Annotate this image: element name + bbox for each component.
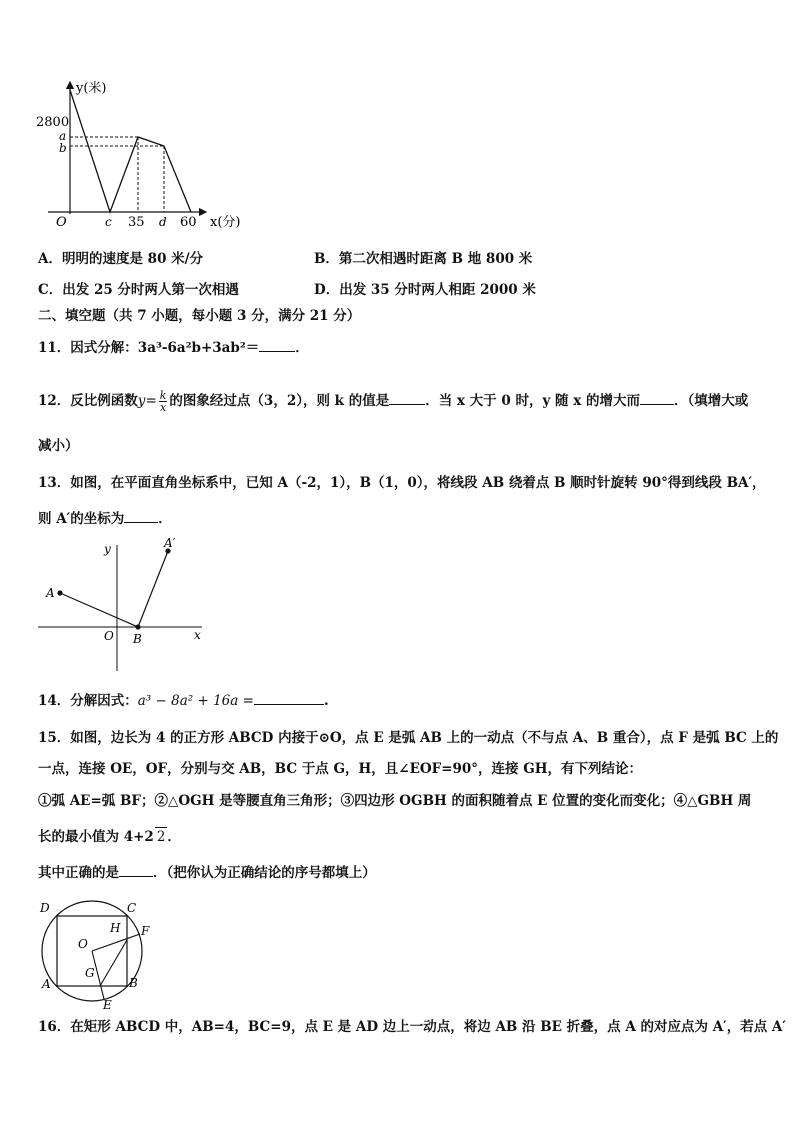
fig15-label-d: D bbox=[40, 901, 50, 915]
x-tick-origin: O bbox=[56, 215, 67, 230]
q13-prefix: 则 A′的坐标为 bbox=[38, 511, 125, 527]
segment-ba-prime bbox=[138, 551, 168, 627]
q15-line1: 15．如图，边长为 4 的正方形 ABCD 内接于⊙O，点 E 是弧 AB 上的一动点（不与点 A、B 重合），点 F 是弧 BC 上的 bbox=[38, 730, 779, 746]
x-tick-60: 60 bbox=[180, 215, 197, 230]
x-tick-35: 35 bbox=[128, 215, 145, 230]
y-tick-a: a bbox=[59, 129, 67, 143]
q12-denominator: x bbox=[159, 401, 167, 414]
q15-sqrt: 2 bbox=[156, 829, 166, 845]
q12-middle: 的图象经过点（3，2），则 k 的值是 bbox=[169, 393, 390, 409]
question-11 bbox=[38, 339, 309, 357]
q15-line4-prefix: 长的最小值为 4+2 bbox=[38, 829, 154, 845]
q12-prefix: 12．反比例函数 bbox=[38, 393, 138, 409]
q14-answer-blank[interactable] bbox=[254, 692, 324, 705]
q11-answer-blank[interactable] bbox=[259, 339, 295, 352]
q15-line2: 一点，连接 OE，OF，分别与交 AB，BC 于点 G，H，且∠EOF=90°，连接 GH，有下列结论： bbox=[38, 761, 643, 777]
q15-line4 bbox=[38, 827, 181, 846]
fig13-label-a: A bbox=[46, 586, 55, 600]
q13-line2 bbox=[38, 510, 172, 528]
option-a[interactable]: A．明明的速度是 80 米/分 bbox=[38, 251, 204, 267]
q12-numerator: k bbox=[159, 389, 167, 402]
option-b[interactable]: B．第二次相遇时距离 B 地 800 米 bbox=[314, 251, 533, 267]
fig15-label-f: F bbox=[141, 924, 150, 938]
square-circle-figure bbox=[34, 895, 164, 1013]
fig15-label-h: H bbox=[110, 921, 121, 935]
q15-line4-suffix: ． bbox=[167, 829, 181, 845]
option-c[interactable]: C．出发 25 分时两人第一次相遇 bbox=[38, 282, 239, 298]
q12-suffix: ．（填增大或 bbox=[673, 393, 749, 409]
segment-ab bbox=[60, 593, 138, 627]
distance-line bbox=[70, 90, 191, 212]
q14-suffix: . bbox=[323, 693, 329, 709]
x-axis-label: x(分) bbox=[210, 215, 241, 230]
q16-line1: 16．在矩形 ABCD 中，AB=4，BC=9，点 E 是 AD 边上一动点，将边 AB 沿 BE 折叠，点 A 的对应点为 A′，若点 A′ bbox=[38, 1019, 786, 1035]
fig13-label-x: x bbox=[194, 628, 201, 642]
y-tick-2800: 2800 bbox=[36, 115, 70, 130]
fig15-label-o: O bbox=[78, 937, 88, 951]
fig13-label-y: y bbox=[104, 542, 111, 556]
q11-prefix: 11．因式分解： bbox=[38, 340, 138, 356]
q13-answer-blank[interactable] bbox=[124, 510, 158, 523]
fig15-label-g: G bbox=[85, 966, 95, 980]
q12-eq: = bbox=[145, 393, 157, 409]
q12-line2: 减小） bbox=[38, 438, 79, 454]
q12-answer-blank-1[interactable] bbox=[389, 392, 425, 405]
fig13-label-a-prime: A′ bbox=[164, 536, 176, 550]
fig15-label-a: A bbox=[42, 977, 51, 991]
distance-time-graph bbox=[34, 78, 264, 238]
point-a bbox=[57, 590, 62, 595]
section-heading: 二、填空题（共 7 小题，每小题 3 分，满分 21 分） bbox=[38, 308, 361, 324]
x-tick-d: d bbox=[159, 215, 167, 229]
question-12 bbox=[38, 390, 748, 413]
y-axis-label: y(米) bbox=[76, 81, 107, 96]
q15-line5-prefix: 其中正确的是 bbox=[38, 865, 119, 881]
fig13-label-b: B bbox=[133, 632, 142, 646]
fig13-label-o: O bbox=[104, 629, 114, 643]
x-tick-c: c bbox=[105, 215, 112, 229]
q11-expression: 3a³-6a²b+3ab²＝ bbox=[137, 340, 260, 356]
fig15-label-e: E bbox=[103, 998, 112, 1012]
q13-suffix: ． bbox=[158, 511, 172, 527]
option-d[interactable]: D．出发 35 分时两人相距 2000 米 bbox=[314, 282, 536, 298]
q15-line5-suffix: ．（把你认为正确结论的序号都填上） bbox=[153, 865, 376, 881]
fig15-label-b: B bbox=[129, 976, 138, 990]
q11-suffix: ． bbox=[295, 340, 309, 356]
segment-of bbox=[92, 934, 140, 951]
q12-y: y bbox=[137, 393, 146, 409]
q12-middle2: ．当 x 大于 0 时，y 随 x 的增大而 bbox=[425, 393, 640, 409]
rotation-figure bbox=[34, 535, 214, 675]
point-b bbox=[135, 624, 140, 629]
q14-expression: a³ − 8a² + 16a = bbox=[137, 693, 254, 709]
q13-line1: 13．如图，在平面直角坐标系中，已知 A（-2，1），B（1，0），将线段 AB 绕着点 B 顺时针旋转 90°得到线段 BA′， bbox=[38, 475, 766, 491]
q15-line5 bbox=[38, 864, 376, 882]
q15-line3: ①弧 AE=弧 BF；②△OGH 是等腰直角三角形；③四边形 OGBH 的面积随着点 E 位置的变化而变化；④△GBH 周 bbox=[38, 793, 752, 809]
q12-answer-blank-2[interactable] bbox=[640, 392, 674, 405]
y-tick-b: b bbox=[59, 141, 67, 155]
q15-answer-blank[interactable] bbox=[119, 864, 153, 877]
fig15-label-c: C bbox=[127, 901, 137, 915]
question-14 bbox=[38, 692, 329, 710]
q14-prefix: 14．分解因式： bbox=[38, 693, 138, 709]
q12-fraction bbox=[159, 390, 168, 413]
